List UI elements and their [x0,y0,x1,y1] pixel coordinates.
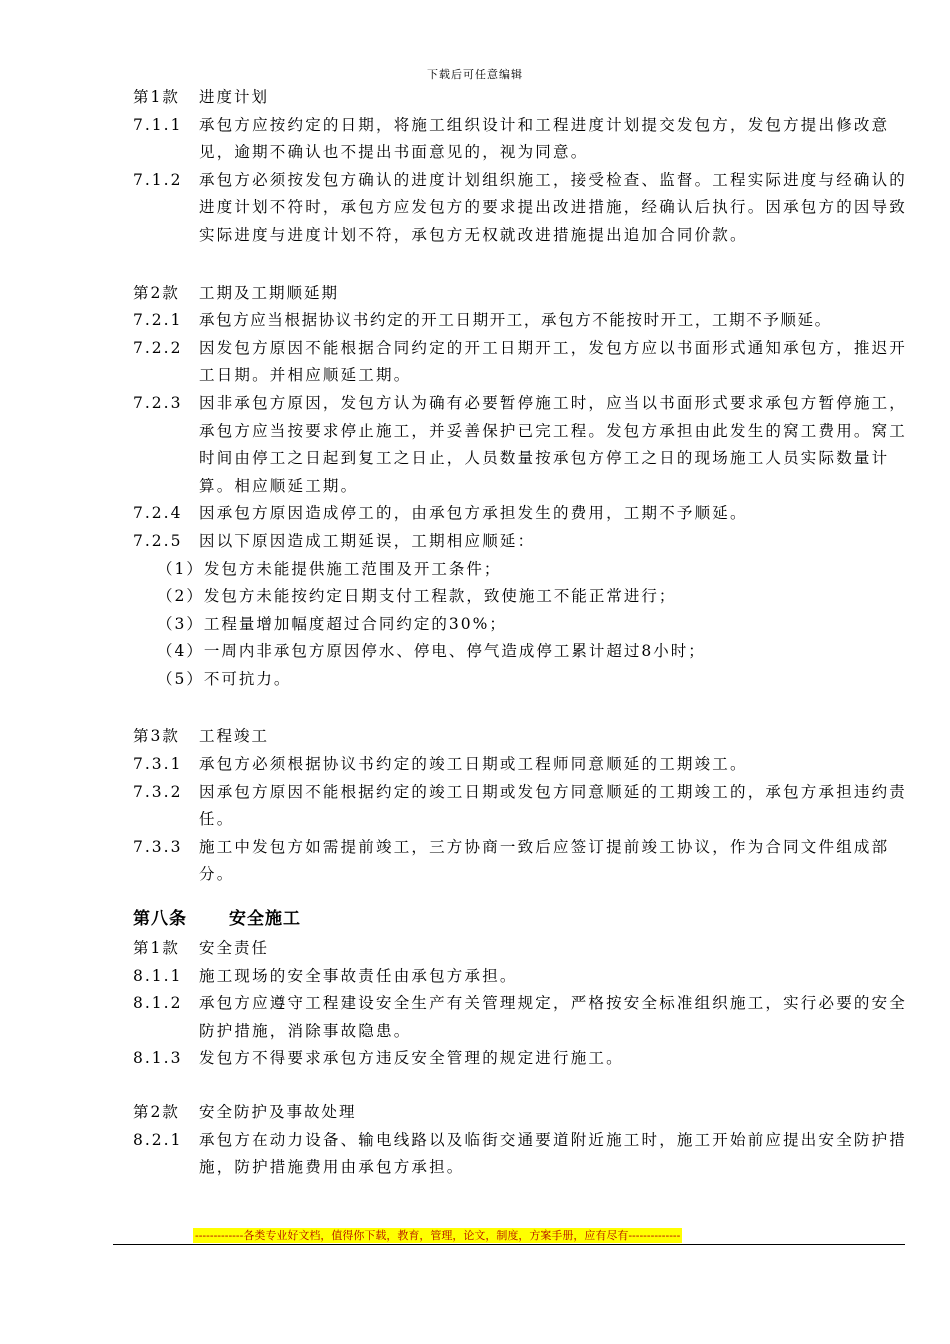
clause-7-3-1 [133,751,908,779]
clause-7-2-3 [133,390,908,500]
clause-text: 因发包方原因不能根据合同约定的开工日期开工，发包方应以书面形式通知承包方，推迟开工日期。并相应顺延工期。 [199,338,908,385]
article-label: 第八条 [133,909,187,930]
clause-text: 施工中发包方如需提前竣工，三方协商一致后应签订提前竣工协议，作为合同文件组成部分。 [199,837,890,884]
clause-7-2-4 [133,500,908,528]
section-heading-7-2 [133,280,908,308]
clause-number: 7.2.2 [133,338,183,357]
list-item: （1）发包方未能提供施工范围及开工条件； [157,559,502,578]
clause-7-2-2 [133,335,908,390]
section-heading-7-1 [133,84,908,112]
clause-number: 8.1.1 [133,966,183,985]
footer-promo-banner: -------------各类专业好文档，值得你下载，教育，管理，论文，制度，方案手册，应有尽有-------------- [195,1229,681,1242]
clause-7-1-1 [133,112,908,167]
clause-text: 承包方应按约定的日期，将施工组织设计和工程进度计划提交发包方，发包方提出修改意见，逾期不确认也不提出书面意见的，视为同意。 [199,115,890,162]
spacer [133,693,908,723]
article-heading-8 [133,903,908,935]
section-title: 安全防护及事故处理 [199,1103,357,1121]
clause-text: 发包方不得要求承包方违反安全管理的规定进行施工。 [199,1049,624,1068]
clause-number: 7.2.1 [133,311,183,330]
clause-text: 因非承包方原因，发包方认为确有必要暂停施工时，应当以书面形式要求承包方暂停施工，承包方应当按要求停止施工，并妥善保护已完工程。发包方承担由此发生的窝工费用。窝工时间由停工之日起到复工之日止，人员数量按承包方停工之日的现场施工人员实际数量计算。相应顺延工期。 [199,393,908,495]
clause-number: 7.1.2 [133,170,183,189]
clause-7-3-2 [133,779,908,834]
spacer [133,250,908,280]
clause-number: 7.3.1 [133,755,183,774]
section-label: 第2款 [133,283,180,302]
clause-number: 7.3.3 [133,837,183,856]
list-item: （3）工程量增加幅度超过合同约定的30%； [157,614,507,633]
section-heading-8-1 [133,935,908,963]
clause-number: 7.2.4 [133,504,183,523]
list-item: （4）一周内非承包方原因停水、停电、停气造成停工累计超过8小时； [157,642,706,661]
clause-number: 8.1.2 [133,994,183,1013]
section-heading-8-2 [133,1099,908,1127]
section-title: 安全责任 [199,939,270,958]
clause-8-1-1 [133,963,908,991]
article-title: 安全施工 [229,909,301,930]
page-header-note: 下载后可任意编辑 [427,68,523,81]
clause-text: 因以下原因造成工期延误，工期相应顺延： [199,531,536,550]
clause-7-3-3 [133,834,908,889]
section-heading-7-3 [133,723,908,751]
clause-7-2-5 [133,528,908,556]
clause-number: 8.1.3 [133,1049,183,1068]
clause-text: 承包方在动力设备、输电线路以及临街交通要道附近施工时，施工开始前应提出安全防护措施，防护措施费用由承包方承担。 [199,1130,908,1177]
spacer [133,889,908,903]
document-body [133,84,908,1182]
clause-text: 因承包方原因造成停工的，由承包方承担发生的费用，工期不予顺延。 [199,504,748,523]
clause-7-2-1 [133,307,908,335]
clause-number: 8.2.1 [133,1130,183,1149]
section-title: 工程竣工 [199,727,270,746]
section-label: 第2款 [133,1103,180,1121]
spacer [133,1073,908,1099]
clause-7-1-2 [133,167,908,250]
clause-number: 7.2.3 [133,393,183,412]
list-item: （2）发包方未能按约定日期支付工程款，致使施工不能正常进行； [157,587,677,606]
section-title: 进度计划 [199,88,270,106]
clause-text: 承包方必须按发包方确认的进度计划组织施工，接受检查、监督。工程实际进度与经确认的进度计划不符时，承包方应发包方的要求提出改进措施，经确认后执行。因承包方的因导致实际进度与进度计划不符，承包方无权就改进措施提出追加合同价款。 [199,170,908,244]
section-label: 第3款 [133,727,180,746]
clause-text: 承包方必须根据协议书约定的竣工日期或工程师同意顺延的工期竣工。 [199,755,748,774]
clause-8-1-3 [133,1045,908,1073]
clause-8-1-2 [133,990,908,1045]
clause-text: 承包方应当根据协议书约定的开工日期开工，承包方不能按时开工，工期不予顺延。 [199,311,832,330]
clause-text: 因承包方原因不能根据约定的竣工日期或发包方同意顺延的工期竣工的，承包方承担违约责任。 [199,782,908,829]
section-title: 工期及工期顺延期 [199,283,340,302]
clause-text: 承包方应遵守工程建设安全生产有关管理规定，严格按安全标准组织施工，实行必要的安全防护措施，消除事故隐患。 [199,994,908,1040]
list-item: （5）不可抗力。 [157,669,292,688]
clause-8-2-1 [133,1127,908,1182]
clause-number: 7.1.1 [133,115,183,134]
section-label: 第1款 [133,88,180,106]
footer-divider [113,1244,905,1245]
section-label: 第1款 [133,939,180,958]
clause-text: 施工现场的安全事故责任由承包方承担。 [199,966,518,985]
clause-number: 7.2.5 [133,531,183,550]
clause-number: 7.3.2 [133,782,183,801]
